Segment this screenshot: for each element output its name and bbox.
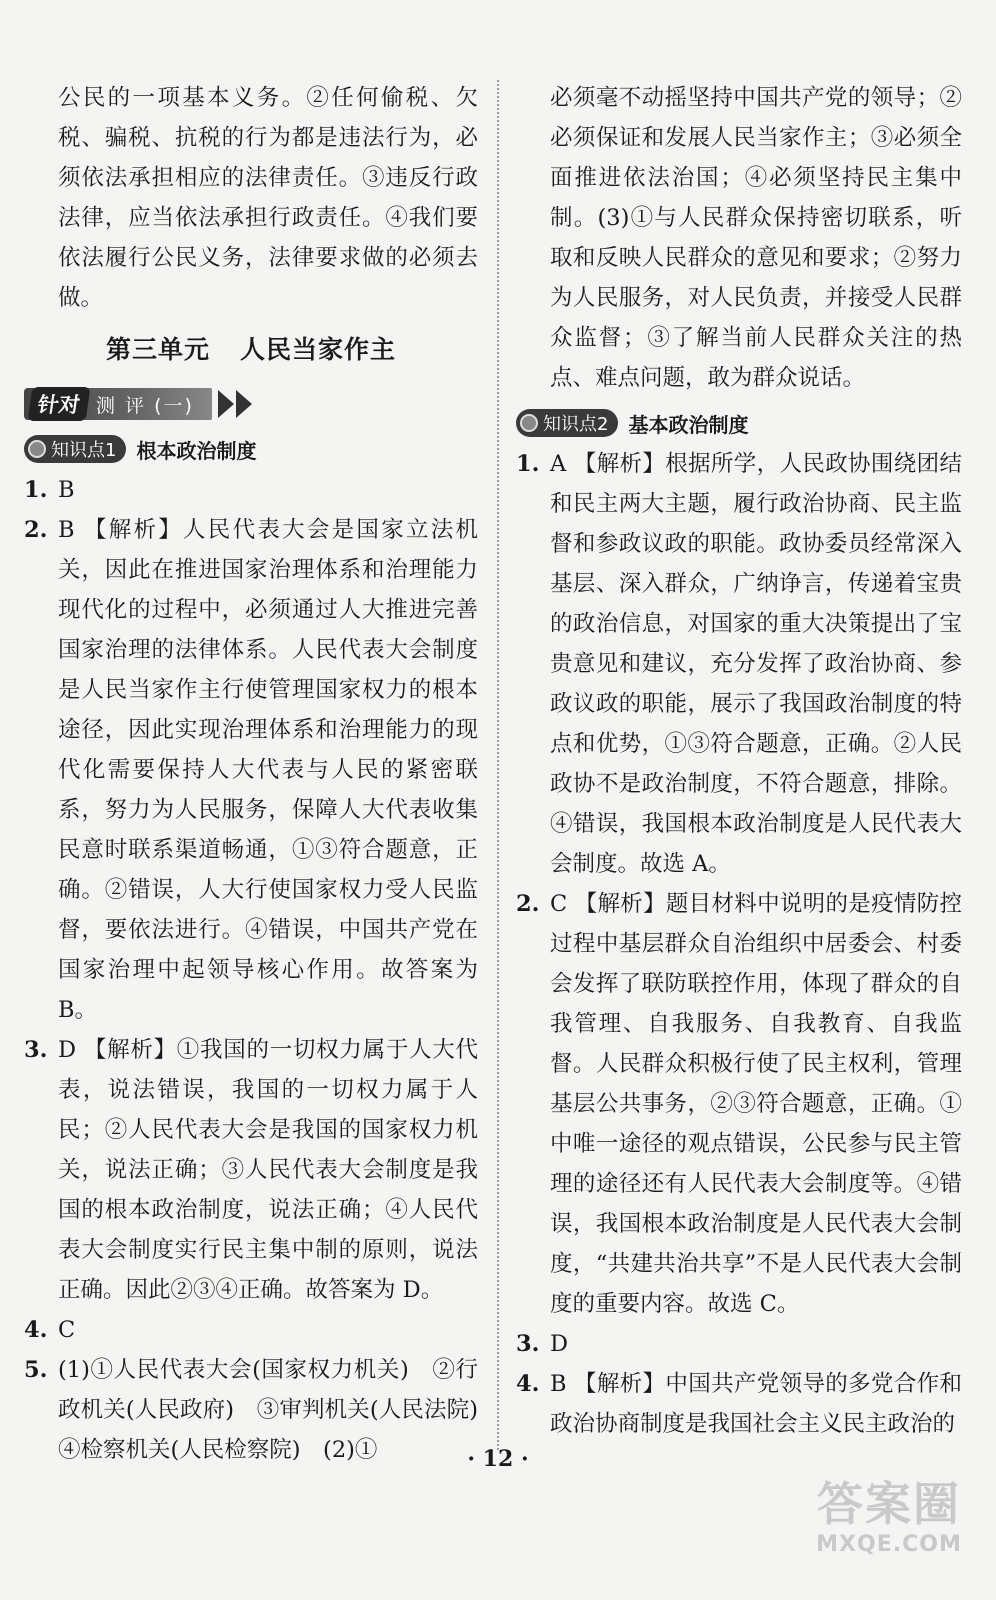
answer-text: D 【解析】①我国的一切权力属于人大代表，说法错误，我国的一切权力属于人民；②人民代表大会是我国的国家权力机关，说法正确；③人民代表大会制度是我国的根本政治制度，说法正确；④人民代表大会制度实行民主集中制的原则，说法正确。因此②③④正确。故答案为 D。 (58, 1037, 478, 1303)
answer-item (516, 1324, 962, 1364)
watermark-logo (804, 1476, 974, 1586)
answer-number: 1. (516, 451, 540, 477)
right-continuation-paragraph: 必须毫不动摇坚持中国共产党的领导；②必须保证和发展人民当家作主；③必须全面推进依法治国；④必须坚持民主集中制。(3)①与人民群众保持密切联系，听取和反映人民群众的意见和要求；②努力为人民服务，对人民负责，并接受人民群众监督；③了解当前人民群众关注的热点、难点问题，敢为群众说话。 (550, 85, 962, 391)
column-divider (497, 80, 499, 1450)
assessment-banner-label (24, 388, 212, 420)
answer-item (24, 1030, 478, 1310)
double-arrow-icon (218, 390, 254, 418)
answer-number: 3. (24, 1037, 48, 1063)
answer-text: B 【解析】中国共产党领导的多党合作和政治协商制度是我国社会主义民主政治的 (550, 1371, 962, 1437)
answer-item (24, 510, 478, 1030)
knowledge-point-1-title: 根本政治制度 (136, 438, 257, 463)
left-intro-paragraph: 公民的一项基本义务。②任何偷税、欠税、骗税、抗税的行为都是违法行为，必须依法承担相应的法律责任。③违反行政法律，应当依法承担行政责任。④我们要依法履行公民义务，法律要求做的必须去做。 (58, 85, 478, 311)
watermark-url: MXQE.COM (816, 1532, 962, 1557)
answer-number: 4. (516, 1371, 540, 1397)
assessment-banner (24, 382, 478, 426)
knowledge-point-1-tag (24, 435, 126, 463)
answer-number: 2. (516, 891, 540, 917)
answer-text: B (58, 477, 75, 503)
unit-title-name: 人民当家作主 (240, 335, 397, 364)
answer-number: 4. (24, 1317, 48, 1343)
answer-item (24, 1310, 478, 1350)
answer-item (516, 1364, 962, 1444)
answer-item (516, 884, 962, 1324)
assessment-badge: 针对 (28, 387, 91, 421)
watermark-text: 答案圈 (817, 1477, 961, 1531)
knowledge-point-2-header (516, 406, 962, 440)
answer-text: (1)①人民代表大会(国家权力机关) ②行政机关(人民政府) ③审判机关(人民法院) ④检察机关(人民检察院) (2)① (58, 1357, 501, 1463)
page-number: · 12 · (467, 1446, 529, 1472)
answer-number: 2. (24, 517, 48, 543)
knowledge-point-2-tag (516, 409, 618, 437)
answer-number: 5. (24, 1357, 48, 1383)
bullet-icon (520, 414, 538, 432)
knowledge-point-2-title: 基本政治制度 (628, 412, 749, 437)
assessment-subtitle: 测 评 (一) (96, 394, 194, 417)
knowledge-point-1-label: 知识点1 (51, 440, 117, 461)
answer-number: 3. (516, 1331, 540, 1357)
answer-number: 1. (24, 477, 48, 503)
answer-item (516, 444, 962, 884)
right-column (516, 78, 962, 1444)
knowledge-point-2-label: 知识点2 (543, 414, 609, 435)
answer-text: C (58, 1317, 76, 1343)
knowledge-point-1-header (24, 432, 478, 466)
answer-item (24, 470, 478, 510)
bullet-icon (28, 440, 46, 458)
unit-title-number: 第三单元 (105, 335, 210, 364)
answer-text: A 【解析】根据所学，人民政协围绕团结和民主两大主题，履行政治协商、民主监督和参政议政的职能。政协委员经常深入基层、深入群众，广纳诤言，传递着宝贵的政治信息，对国家的重大决策提出了宝贵意见和建议，充分发挥了政治协商、参政议政的职能，展示了我国政治制度的特点和优势，①③符合题意，正确。②人民政协不是政治制度，不符合题意，排除。④错误，我国根本政治制度是人民代表大会制度。故选 A。 (550, 451, 962, 877)
answer-text: C 【解析】题目材料中说明的是疫情防控过程中基层群众自治组织中居委会、村委会发挥了联防联控作用，体现了群众的自我管理、自我服务、自我教育、自我监督。人民群众积极行使了民主权利，管理基层公共事务，②③符合题意，正确。①中唯一途径的观点错误，公民参与民主管理的途径还有人民代表大会制度等。④错误，我国根本政治制度是人民代表大会制度，“共建共治共享”不是人民代表大会制度的重要内容。故选 C。 (550, 891, 962, 1317)
unit-title (24, 330, 478, 370)
answer-text: B 【解析】人民代表大会是国家立法机关，因此在推进国家治理体系和治理能力现代化的过程中，必须通过人大推进完善国家治理的法律体系。人民代表大会制度是人民当家作主行使管理国家权力的根本途径，因此实现治理体系和治理能力的现代化需要保持人大代表与人民的紧密联系，努力为人民服务，保障人大代表收集民意时联系渠道畅通，①③符合题意，正确。②错误，人大行使国家权力受人民监督，要依法进行。④错误，中国共产党在国家治理中起领导核心作用。故答案为 B。 (58, 517, 478, 1023)
answer-text: D (550, 1331, 569, 1357)
